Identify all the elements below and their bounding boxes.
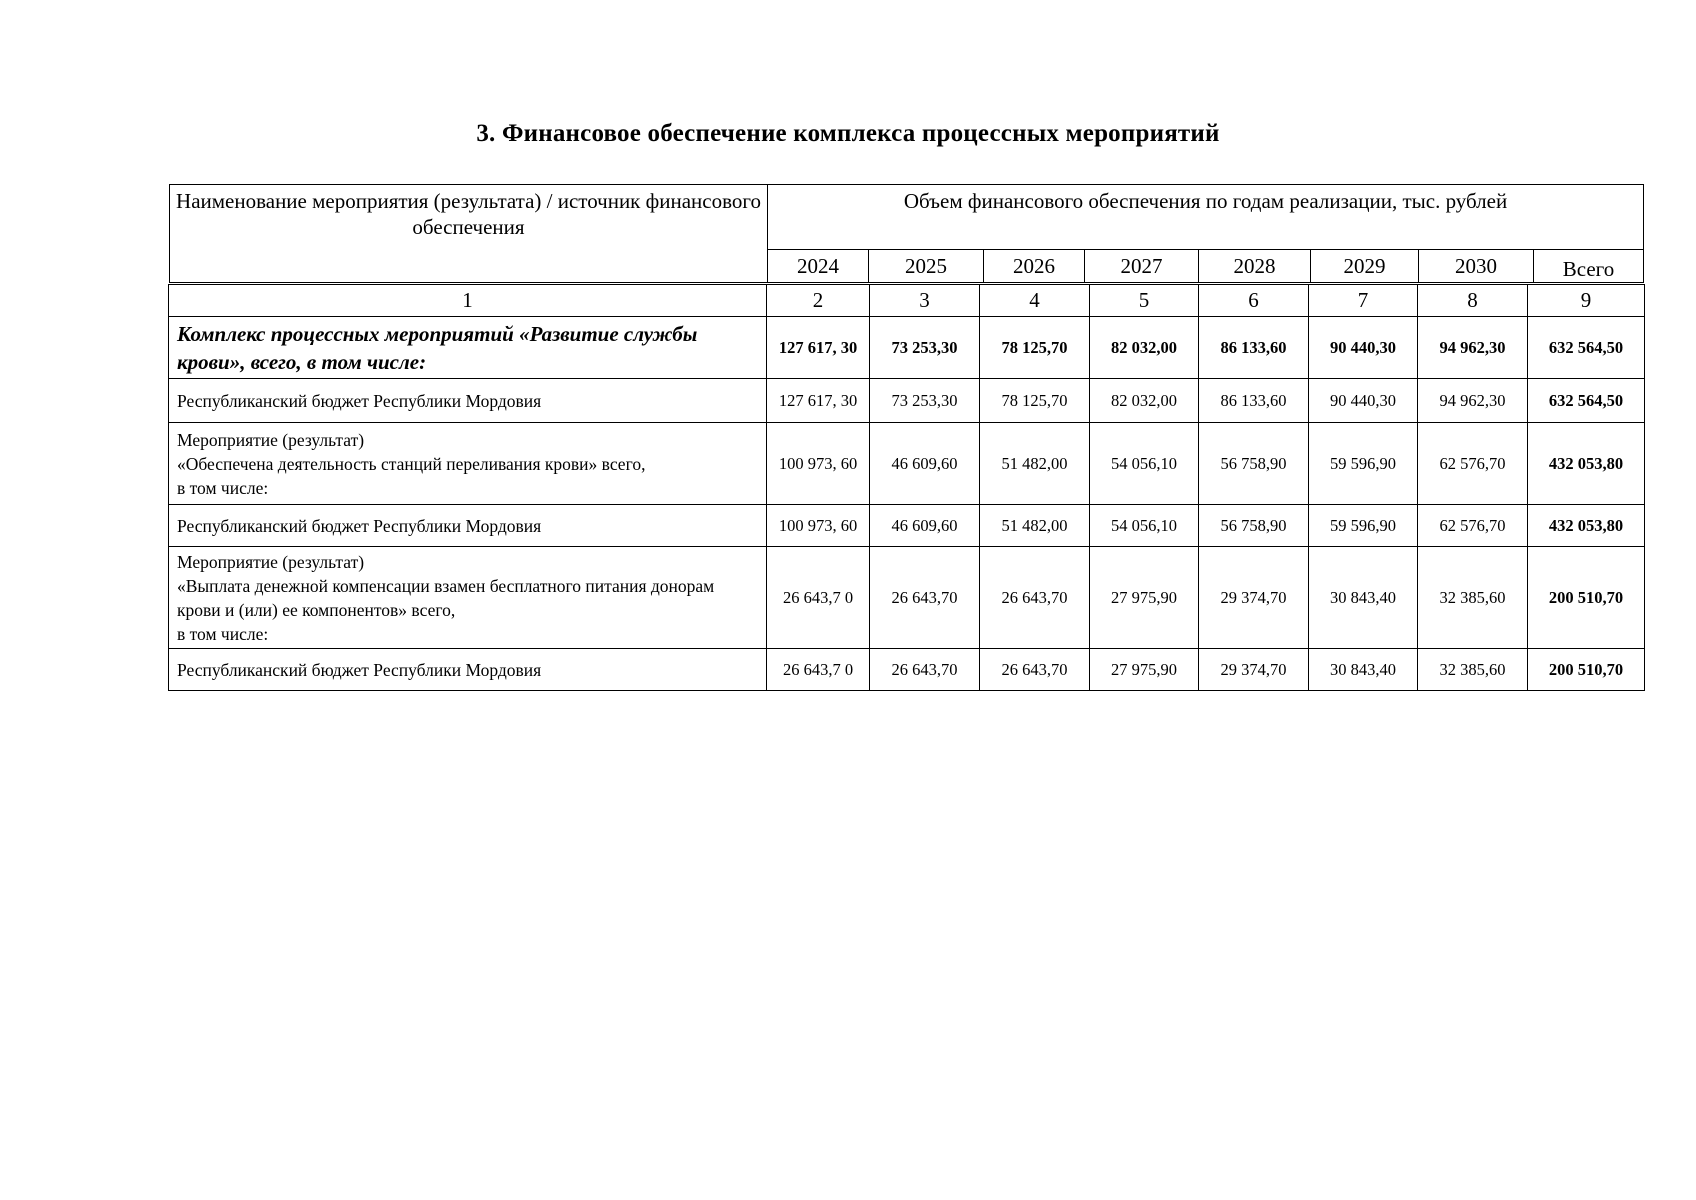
value-cell: 32 385,60 — [1418, 649, 1528, 691]
value-cell: 29 374,70 — [1199, 649, 1309, 691]
value-cell: 26 643,7 0 — [767, 649, 870, 691]
table-row — [169, 317, 1645, 379]
column-number-row — [169, 285, 1645, 317]
column-number: 6 — [1199, 285, 1309, 317]
value-cell: 30 843,40 — [1309, 649, 1418, 691]
value-cell: 27 975,90 — [1090, 649, 1199, 691]
page-title: 3. Финансовое обеспечение комплекса процессных мероприятий — [476, 120, 1220, 147]
volume-column-header: Объем финансового обеспечения по годам реализации, тыс. рублей — [768, 185, 1644, 250]
year-header: 2027 — [1085, 250, 1199, 283]
value-cell: 73 253,30 — [870, 379, 980, 423]
row-name-line: в том числе: — [177, 477, 269, 498]
value-cell: 51 482,00 — [980, 505, 1090, 547]
value-cell: 127 617, 30 — [767, 379, 870, 423]
value-cell: 86 133,60 — [1199, 317, 1309, 379]
value-cell: 100 973, 60 — [767, 423, 870, 505]
row-name — [169, 547, 767, 649]
value-cell: 32 385,60 — [1418, 547, 1528, 649]
value-cell: 27 975,90 — [1090, 547, 1199, 649]
value-cell: 78 125,70 — [980, 317, 1090, 379]
table-row — [169, 423, 1645, 505]
table-row — [169, 547, 1645, 649]
value-cell: 59 596,90 — [1309, 423, 1418, 505]
value-cell: 54 056,10 — [1090, 423, 1199, 505]
row-name-line: «Обеспечена деятельность станций переливания крови» всего, — [177, 453, 646, 474]
table-row — [169, 649, 1645, 691]
row-name-line: «Выплата денежной компенсации взамен бесплатного питания донорам крови и (или) ее компонентов» всего, — [177, 575, 715, 620]
total-header: Всего — [1534, 250, 1644, 283]
value-cell: 46 609,60 — [870, 505, 980, 547]
row-name: Республиканский бюджет Республики Мордовия — [169, 505, 767, 547]
value-cell: 90 440,30 — [1309, 379, 1418, 423]
value-cell: 26 643,70 — [980, 649, 1090, 691]
row-name-line: в том числе: — [177, 623, 269, 644]
value-cell: 26 643,70 — [980, 547, 1090, 649]
year-header: 2024 — [768, 250, 869, 283]
year-header: 2026 — [984, 250, 1085, 283]
value-cell: 73 253,30 — [870, 317, 980, 379]
value-cell: 56 758,90 — [1199, 505, 1309, 547]
value-cell: 59 596,90 — [1309, 505, 1418, 547]
column-number: 4 — [980, 285, 1090, 317]
column-number: 3 — [870, 285, 980, 317]
year-header: 2025 — [869, 250, 984, 283]
value-cell: 29 374,70 — [1199, 547, 1309, 649]
name-column-header: Наименование мероприятия (результата) / источник финансового обеспечения — [170, 185, 768, 283]
row-name: Республиканский бюджет Республики Мордовия — [169, 379, 767, 423]
value-cell: 62 576,70 — [1418, 423, 1528, 505]
value-cell: 26 643,7 0 — [767, 547, 870, 649]
column-number: 7 — [1309, 285, 1418, 317]
column-number: 8 — [1418, 285, 1528, 317]
value-cell: 90 440,30 — [1309, 317, 1418, 379]
total-cell: 432 053,80 — [1528, 505, 1645, 547]
row-name-line: Мероприятие (результат) — [177, 551, 365, 572]
value-cell: 82 032,00 — [1090, 317, 1199, 379]
column-number: 2 — [767, 285, 870, 317]
total-cell: 432 053,80 — [1528, 423, 1645, 505]
value-cell: 30 843,40 — [1309, 547, 1418, 649]
year-header: 2029 — [1311, 250, 1419, 283]
column-number: 9 — [1528, 285, 1645, 317]
value-cell: 127 617, 30 — [767, 317, 870, 379]
year-header: 2028 — [1199, 250, 1311, 283]
value-cell: 46 609,60 — [870, 423, 980, 505]
value-cell: 54 056,10 — [1090, 505, 1199, 547]
total-cell: 200 510,70 — [1528, 649, 1645, 691]
value-cell: 26 643,70 — [870, 649, 980, 691]
value-cell: 86 133,60 — [1199, 379, 1309, 423]
value-cell: 82 032,00 — [1090, 379, 1199, 423]
value-cell: 100 973, 60 — [767, 505, 870, 547]
year-header: 2030 — [1419, 250, 1534, 283]
value-cell: 26 643,70 — [870, 547, 980, 649]
row-name: Комплекс процессных мероприятий «Развитие службы крови», всего, в том числе: — [169, 317, 767, 379]
value-cell: 94 962,30 — [1418, 379, 1528, 423]
total-cell: 632 564,50 — [1528, 379, 1645, 423]
row-name-line: Мероприятие (результат) — [177, 429, 365, 450]
value-cell: 78 125,70 — [980, 379, 1090, 423]
total-cell: 200 510,70 — [1528, 547, 1645, 649]
data-table — [168, 284, 1645, 691]
table-header — [169, 184, 1644, 283]
value-cell: 94 962,30 — [1418, 317, 1528, 379]
table-row — [169, 505, 1645, 547]
table-row — [169, 379, 1645, 423]
value-cell: 51 482,00 — [980, 423, 1090, 505]
value-cell: 56 758,90 — [1199, 423, 1309, 505]
column-number: 5 — [1090, 285, 1199, 317]
value-cell: 62 576,70 — [1418, 505, 1528, 547]
total-cell: 632 564,50 — [1528, 317, 1645, 379]
row-name: Республиканский бюджет Республики Мордовия — [169, 649, 767, 691]
column-number: 1 — [169, 285, 767, 317]
row-name — [169, 423, 767, 505]
